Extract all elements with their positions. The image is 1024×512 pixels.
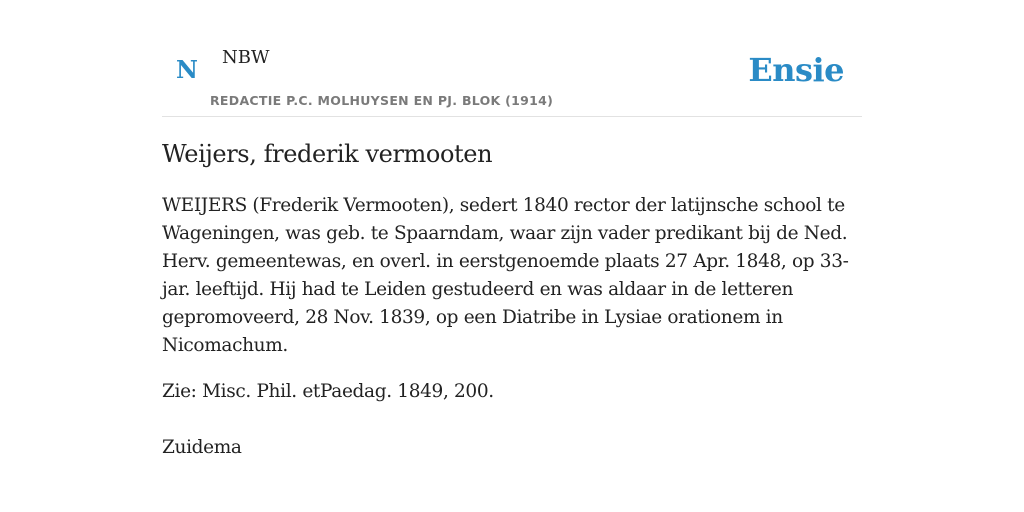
- article-title: Weijers, frederik vermooten: [162, 140, 493, 168]
- brand-logo[interactable]: Ensie: [748, 51, 844, 89]
- source-name[interactable]: NBW: [222, 47, 270, 68]
- article-reference: Zie: Misc. Phil. etPaedag. 1849, 200.: [162, 381, 494, 402]
- source-logo[interactable]: N: [176, 55, 198, 84]
- header: [162, 0, 862, 117]
- article-author: Zuidema: [162, 437, 242, 458]
- article-body: WEIJERS (Frederik Vermooten), sedert 1840 rector der latijnsche school te Wageningen, was geb. te Spaarndam, waar zijn vader predikant bij de Ned. Herv. gemeentewas, en overl. in eerstgenoemde plaats 27 Apr. 1848, op 33-jar. leeftijd. Hij had te Leiden gestudeerd en was aldaar in de letteren gepromoveerd, 28 Nov. 1839, op een Diatribe in Lysiae orationem in Nicomachum.: [162, 195, 849, 356]
- source-subtitle: REDACTIE P.C. MOLHUYSEN EN PJ. BLOK (1914): [210, 93, 554, 108]
- article: [162, 138, 862, 462]
